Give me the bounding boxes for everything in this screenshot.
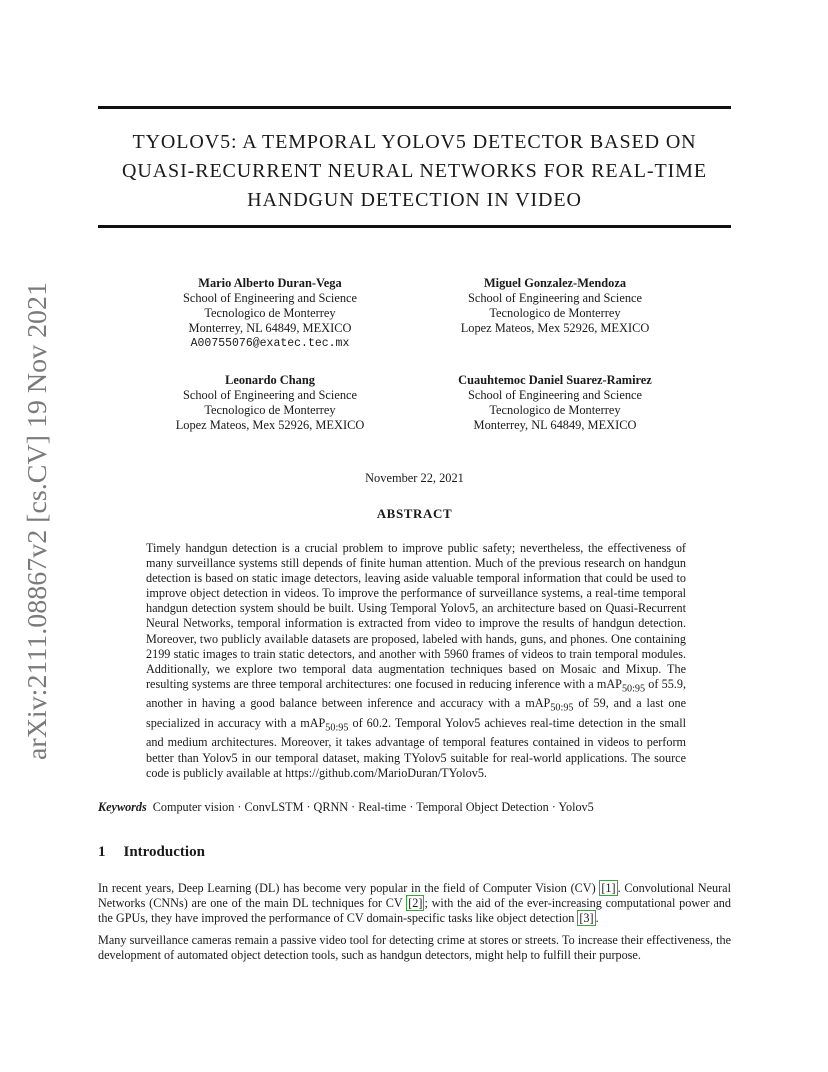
paper-date: November 22, 2021 (365, 471, 464, 485)
citation-link[interactable]: [3] (579, 911, 594, 926)
abstract-part-2: of 55.9, another in having a good balance between inference and accuracy with a mAP (146, 676, 686, 711)
author-location: Monterrey, NL 64849, MEXICO (473, 418, 637, 432)
section-heading (98, 844, 205, 861)
abstract-part-3: of 59, and a last one specialized in accuracy with a mAP (146, 696, 686, 730)
author-institution: Tecnologico de Monterrey (204, 306, 336, 320)
map-subscript: 50:95 (325, 722, 349, 734)
title-line-2: QUASI-RECURRENT NEURAL NETWORKS FOR REAL-TIME (122, 160, 707, 182)
abstract-part-1: Timely handgun detection is a crucial problem to improve public safety; nevertheless, the effectiveness of many surveillance systems still depends of finite human attention. Much of the previous research on handgun detection is based on static image detectors, leaving aside valuable temporal information that could be used to improve object detection in videos. To improve the performance of surveillance systems, a real-time temporal handgun detection system should be built. Using Temporal Yolov5, an architecture based on Quasi-Recurrent Neural Networks, temporal information is extracted from video to improve the results of handgun detection. Moreover, two publicly available datasets are proposed, labeled with hands, guns, and phones. One containing 2199 static images to train static detectors, and another with 5960 frames of videos to train temporal modules. Additionally, we explore two temporal data augmentation techniques based on Mosaic and Mixup. The resulting systems are three temporal architectures: one focused in reducing inference with a mAP (146, 541, 686, 691)
intro-text: ; with the aid of the ever-increasing computational power and the GPUs, they have improved the performance of CV domain-specific tasks like object detection (98, 896, 731, 926)
citation-link[interactable]: [1] (601, 881, 616, 895)
author-affiliation: School of Engineering and Science (467, 388, 643, 402)
map-subscript: 50:95 (621, 683, 646, 695)
citation-link[interactable]: [2] (408, 896, 423, 911)
author-institution: Tecnologico de Monterrey (489, 306, 621, 320)
intro-text: . Convolutional Neural Networks (CNNs) are one of the main DL techniques for CV (98, 881, 731, 911)
map-subscript: 50:95 (550, 702, 574, 714)
title-rule-bottom (98, 225, 731, 228)
paper-title (98, 128, 731, 215)
author-institution: Tecnologico de Monterrey (489, 403, 621, 417)
arxiv-identifier-text: arXiv:2111.08867v2 [cs.CV] 19 Nov 2021 (22, 298, 52, 760)
arxiv-identifier (22, 280, 52, 760)
section-number: 1 (98, 844, 106, 860)
author-location: Monterrey, NL 64849, MEXICO (188, 321, 352, 335)
intro-paragraph-1 (98, 881, 731, 926)
title-line-1: TYOLOV5: A TEMPORAL YOLOV5 DETECTOR BASED ON (132, 131, 697, 153)
author-block-1 (140, 276, 400, 351)
abstract-text (146, 541, 686, 781)
author-affiliation: School of Engineering and Science (182, 291, 358, 305)
section-title: Introduction (123, 844, 205, 860)
intro-text: In recent years, Deep Learning (DL) has become very popular in the field of Computer Vision (CV) (98, 881, 600, 895)
author-name: Cuauhtemoc Daniel Suarez-Ramirez (458, 373, 652, 387)
author-affiliation: School of Engineering and Science (467, 291, 643, 305)
keywords-list: Computer vision · ConvLSTM · QRNN · Real-time · Temporal Object Detection · Yolov5 (152, 800, 594, 814)
author-affiliation: School of Engineering and Science (182, 388, 358, 402)
author-name: Mario Alberto Duran-Vega (198, 276, 342, 290)
author-location: Lopez Mateos, Mex 52926, MEXICO (175, 418, 365, 432)
abstract-heading: ABSTRACT (376, 506, 453, 521)
abstract-part-4: of 60.2. Temporal Yolov5 achieves real-time detection in the small and medium architectures. Moreover, it takes advantage of temporal features contained in videos to perform better than Yolov5 in our temporal dataset, making TYolov5 suitable for real-world applications. The source code is publicly available at https://github.com/MarioDuran/TYolov5. (146, 715, 686, 780)
author-name: Leonardo Chang (225, 373, 315, 387)
author-block-3 (140, 373, 400, 433)
author-location: Lopez Mateos, Mex 52926, MEXICO (460, 321, 650, 335)
author-institution: Tecnologico de Monterrey (204, 403, 336, 417)
title-line-3: HANDGUN DETECTION IN VIDEO (247, 189, 582, 211)
author-block-4 (425, 373, 685, 433)
keywords-label: Keywords (98, 800, 147, 814)
intro-paragraph-2: Many surveillance cameras remain a passive video tool for detecting crime at stores or streets. To increase their effectiveness, the development of automated object detection tools, such as handgun detectors, might help to fulfill their purpose. (98, 933, 731, 963)
intro-text: . (595, 911, 599, 926)
keywords (98, 800, 731, 815)
author-block-2 (425, 276, 685, 336)
title-rule-top (98, 106, 731, 109)
author-name: Miguel Gonzalez-Mendoza (483, 276, 627, 290)
author-email[interactable]: A00755076@exatec.tec.mx (190, 337, 350, 350)
